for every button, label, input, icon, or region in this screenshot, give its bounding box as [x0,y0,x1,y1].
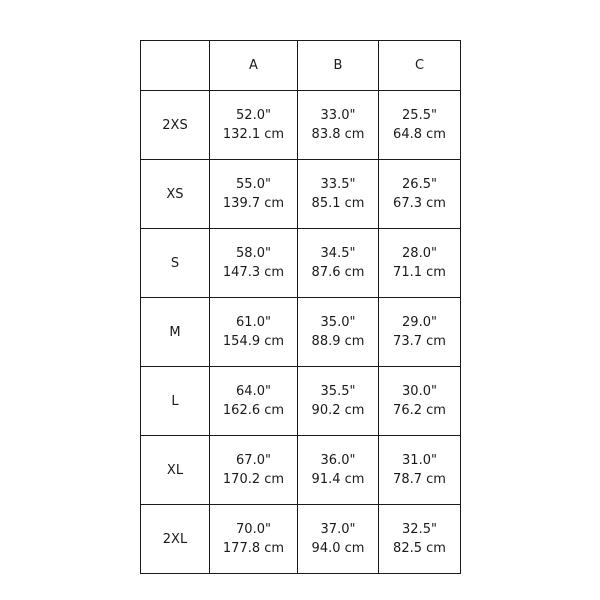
centimeters-value: 91.4 cm [311,472,365,487]
centimeters-value: 87.6 cm [311,265,365,280]
centimeters-value: 73.7 cm [393,334,446,349]
inches-value: 55.0" [236,177,271,192]
inches-value: 29.0" [402,315,437,330]
inches-value: 34.5" [320,246,356,261]
column-header-c: C [379,41,461,91]
size-label-cell: S [141,229,210,298]
inches-value: 70.0" [236,522,271,537]
centimeters-value: 177.8 cm [222,541,285,556]
column-header-a: A [210,41,298,91]
centimeters-value: 154.9 cm [222,334,285,349]
size-label-cell: XS [141,160,210,229]
inches-value: 58.0" [236,246,271,261]
table-row [141,298,461,367]
measurement-cell-b [298,229,379,298]
measurement-cell-a [210,91,298,160]
inches-value: 35.0" [320,315,356,330]
table-row [141,229,461,298]
measurement-cell-a [210,298,298,367]
inches-value: 32.5" [402,522,437,537]
size-label-cell: 2XS [141,91,210,160]
size-label-cell: XL [141,436,210,505]
inches-value: 37.0" [320,522,356,537]
inches-value: 30.0" [402,384,437,399]
header-row [141,41,461,91]
table-row [141,160,461,229]
measurement-cell-b [298,160,379,229]
measurement-cell-a [210,505,298,574]
centimeters-value: 90.2 cm [311,403,365,418]
measurement-cell-c [379,229,461,298]
centimeters-value: 64.8 cm [393,127,446,142]
measurement-cell-a [210,229,298,298]
centimeters-value: 76.2 cm [393,403,446,418]
centimeters-value: 67.3 cm [393,196,446,211]
size-chart-table [140,40,461,574]
measurement-cell-c [379,91,461,160]
table-row [141,91,461,160]
size-label-cell: L [141,367,210,436]
measurement-cell-b [298,367,379,436]
table-row [141,436,461,505]
measurement-cell-c [379,367,461,436]
inches-value: 33.5" [320,177,356,192]
measurement-cell-a [210,367,298,436]
measurement-cell-c [379,298,461,367]
centimeters-value: 147.3 cm [222,265,285,280]
inches-value: 33.0" [320,108,356,123]
measurement-cell-c [379,505,461,574]
centimeters-value: 132.1 cm [222,127,285,142]
measurement-cell-c [379,160,461,229]
inches-value: 28.0" [402,246,437,261]
centimeters-value: 83.8 cm [311,127,365,142]
centimeters-value: 94.0 cm [311,541,365,556]
measurement-cell-b [298,436,379,505]
inches-value: 52.0" [236,108,271,123]
size-label-cell: M [141,298,210,367]
inches-value: 64.0" [236,384,271,399]
centimeters-value: 85.1 cm [311,196,365,211]
inches-value: 26.5" [402,177,437,192]
centimeters-value: 162.6 cm [222,403,285,418]
measurement-cell-a [210,160,298,229]
centimeters-value: 170.2 cm [222,472,285,487]
centimeters-value: 71.1 cm [393,265,446,280]
measurement-cell-b [298,298,379,367]
column-header-b: B [298,41,379,91]
measurement-cell-b [298,505,379,574]
centimeters-value: 88.9 cm [311,334,365,349]
measurement-cell-b [298,91,379,160]
inches-value: 25.5" [402,108,437,123]
size-label-cell: 2XL [141,505,210,574]
centimeters-value: 78.7 cm [393,472,446,487]
inches-value: 31.0" [402,453,437,468]
measurement-cell-a [210,436,298,505]
table-body [141,91,461,574]
inches-value: 35.5" [320,384,356,399]
inches-value: 36.0" [320,453,356,468]
centimeters-value: 82.5 cm [393,541,446,556]
centimeters-value: 139.7 cm [222,196,285,211]
table-row [141,505,461,574]
measurement-cell-c [379,436,461,505]
inches-value: 67.0" [236,453,271,468]
header-corner-cell [141,41,210,91]
table-row [141,367,461,436]
inches-value: 61.0" [236,315,271,330]
